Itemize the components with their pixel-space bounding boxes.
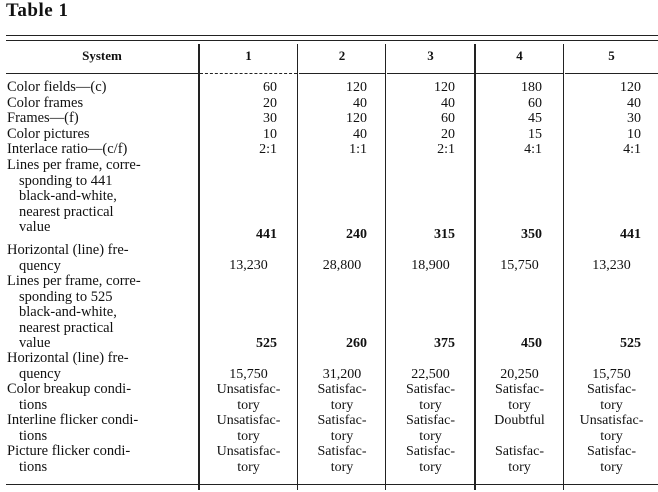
table-cell: 450 <box>521 336 542 351</box>
row-label <box>7 243 195 274</box>
header-rule <box>387 73 474 74</box>
row-label-line: tions <box>19 396 48 413</box>
cell-line: tory <box>508 459 531 475</box>
row-label-line: quency <box>19 257 61 274</box>
table-cell: 1:1 <box>349 142 367 158</box>
column-divider <box>385 44 386 490</box>
cell-line: Satisfac- <box>495 382 544 397</box>
table-cell: 20 <box>263 95 277 111</box>
cell-line: Doubtful <box>494 413 545 428</box>
cell-line: tory <box>600 428 623 444</box>
cell-line: Satisfac- <box>317 444 367 459</box>
cell-line: tory <box>600 397 623 413</box>
table-cell: 60 <box>441 111 455 127</box>
table-cell <box>476 413 563 429</box>
table-cell <box>476 444 563 475</box>
header-col-4: 4 <box>516 48 523 63</box>
row-label <box>7 96 195 112</box>
table-cell: 2:1 <box>259 142 277 158</box>
cell-line: tory <box>330 397 354 413</box>
cell-line: tory <box>237 459 260 475</box>
cell-line: tory <box>419 397 442 413</box>
table-cell: 28,800 <box>322 258 362 273</box>
header-col-3: 3 <box>427 48 434 63</box>
row-label <box>7 127 195 143</box>
row-label <box>7 142 195 158</box>
row-label-line: Frames—(f) <box>7 110 79 127</box>
table-cell: 180 <box>521 80 542 95</box>
row-label-line: tions <box>19 458 48 475</box>
table-cell: 18,900 <box>411 258 450 273</box>
row-label-line: sponding to 525 <box>19 288 113 305</box>
cell-line: tory <box>419 459 442 475</box>
table-cell: 13,230 <box>229 258 268 273</box>
column-divider <box>297 44 298 490</box>
top-rule <box>6 35 658 36</box>
table-cell: 350 <box>521 227 542 242</box>
table-cell: 315 <box>434 227 455 242</box>
table-cell <box>565 382 658 413</box>
cell-line: tory <box>237 428 260 444</box>
cell-line: Unsatisfac- <box>216 444 281 459</box>
header-rule <box>6 73 198 74</box>
table-cell <box>200 413 297 444</box>
table-cell: 15,750 <box>229 367 268 382</box>
row-label-line: value <box>19 335 51 352</box>
cell-line: Satisfac- <box>587 444 636 459</box>
header-col-1: 1 <box>245 48 252 63</box>
table-cell <box>387 413 474 444</box>
table-cell: 60 <box>528 95 542 111</box>
row-label <box>7 382 195 413</box>
row-label <box>7 111 195 127</box>
table-cell: 20,250 <box>500 367 539 382</box>
table-cell: 40 <box>353 126 367 142</box>
table-cell: 60 <box>263 80 277 95</box>
cell-line: Satisfac- <box>495 444 544 459</box>
row-label <box>7 80 195 96</box>
table-cell: 120 <box>620 80 641 95</box>
table-cell <box>200 444 297 475</box>
cell-line: Satisfac- <box>406 444 455 459</box>
table-cell <box>476 382 563 413</box>
table-cell: 45 <box>528 111 542 127</box>
bottom-rule <box>6 484 658 485</box>
row-label-line: nearest practical <box>19 203 114 220</box>
cell-line: Satisfac- <box>406 382 455 397</box>
table-cell: 2:1 <box>437 142 455 158</box>
cell-line: tory <box>330 428 354 444</box>
table-cell: 40 <box>627 95 641 111</box>
row-label-line: Color fields—(c) <box>7 79 107 95</box>
row-label-line: Color breakup condi- <box>7 381 132 397</box>
table-cell: 120 <box>434 80 455 95</box>
cell-line: tory <box>508 397 531 413</box>
cell-line: Satisfac- <box>406 413 455 428</box>
table-cell: 441 <box>620 227 641 242</box>
table-cell <box>565 444 658 475</box>
table-cell <box>565 413 658 444</box>
table-cell <box>387 444 474 475</box>
cell-line: Unsatisfac- <box>216 413 281 428</box>
table-cell: 10 <box>263 126 277 142</box>
table-cell <box>387 382 474 413</box>
header-rule <box>565 73 658 74</box>
cell-line: tory <box>330 459 354 475</box>
table-cell: 15,750 <box>592 367 631 382</box>
row-label-line: Picture flicker condi- <box>7 443 131 459</box>
table-cell: 30 <box>627 111 641 127</box>
row-label-line: tions <box>19 427 48 444</box>
table-cell: 525 <box>620 336 641 351</box>
table-cell: 120 <box>346 111 367 127</box>
cell-line: tory <box>419 428 442 444</box>
row-label-line: Color pictures <box>7 125 90 142</box>
row-label <box>7 444 195 475</box>
row-label <box>7 413 195 444</box>
row-label-line: Horizontal (line) fre- <box>7 350 129 366</box>
row-label-line: Color frames <box>7 94 84 111</box>
header-rule <box>299 73 385 74</box>
row-label-line: Lines per frame, corre- <box>7 273 141 289</box>
cell-line: Satisfac- <box>317 413 367 428</box>
table-cell: 40 <box>441 95 455 111</box>
cell-line: Satisfac- <box>317 382 367 397</box>
table-cell <box>299 413 385 444</box>
row-label-line: Interlace ratio—(c/f) <box>7 141 128 158</box>
cell-line: Satisfac- <box>587 382 636 397</box>
table-cell: 525 <box>256 336 277 351</box>
table-cell: 375 <box>434 336 455 351</box>
table-cell: 240 <box>346 227 367 242</box>
table-cell: 4:1 <box>623 142 641 158</box>
header-system: System <box>82 48 122 63</box>
header-col-2: 2 <box>338 48 346 63</box>
row-label-line: quency <box>19 365 61 382</box>
table-cell: 13,230 <box>592 258 631 273</box>
header-rule <box>200 73 297 74</box>
cell-line: tory <box>237 397 260 413</box>
table-cell: 31,200 <box>322 367 362 382</box>
table-cell: 22,500 <box>411 367 450 382</box>
table-cell: 4:1 <box>524 142 542 158</box>
cell-line: tory <box>600 459 623 475</box>
header-rule <box>476 73 563 74</box>
table-cell: 20 <box>441 126 455 142</box>
row-label <box>7 158 195 236</box>
cell-line: Unsatisfac- <box>216 382 281 397</box>
table-cell: 120 <box>346 80 367 95</box>
column-divider <box>563 44 564 490</box>
header-col-5: 5 <box>608 48 615 63</box>
row-label-line: sponding to 441 <box>19 172 113 189</box>
top-rule-2 <box>6 40 658 41</box>
table-cell <box>299 382 385 413</box>
table-cell: 10 <box>627 126 641 142</box>
row-label-line: value <box>19 219 51 236</box>
row-label-line: Interline flicker condi- <box>7 412 139 428</box>
table-cell <box>200 382 297 413</box>
table-cell: 441 <box>256 227 277 242</box>
row-label-line: black-and-white, <box>19 304 117 321</box>
table-cell: 15 <box>528 126 542 142</box>
table-title: Table 1 <box>6 0 69 21</box>
table-cell: 40 <box>353 95 367 111</box>
cell-line: Unsatisfac- <box>579 413 644 428</box>
table-cell: 15,750 <box>500 258 539 273</box>
row-label-line: nearest practical <box>19 319 114 336</box>
table-cell: 30 <box>263 111 277 127</box>
row-label <box>7 274 195 352</box>
table-cell <box>299 444 385 475</box>
row-label <box>7 351 195 382</box>
row-label-line: black-and-white, <box>19 188 117 205</box>
row-label-line: Horizontal (line) fre- <box>7 242 129 258</box>
table-cell: 260 <box>346 336 367 351</box>
row-label-line: Lines per frame, corre- <box>7 157 141 173</box>
